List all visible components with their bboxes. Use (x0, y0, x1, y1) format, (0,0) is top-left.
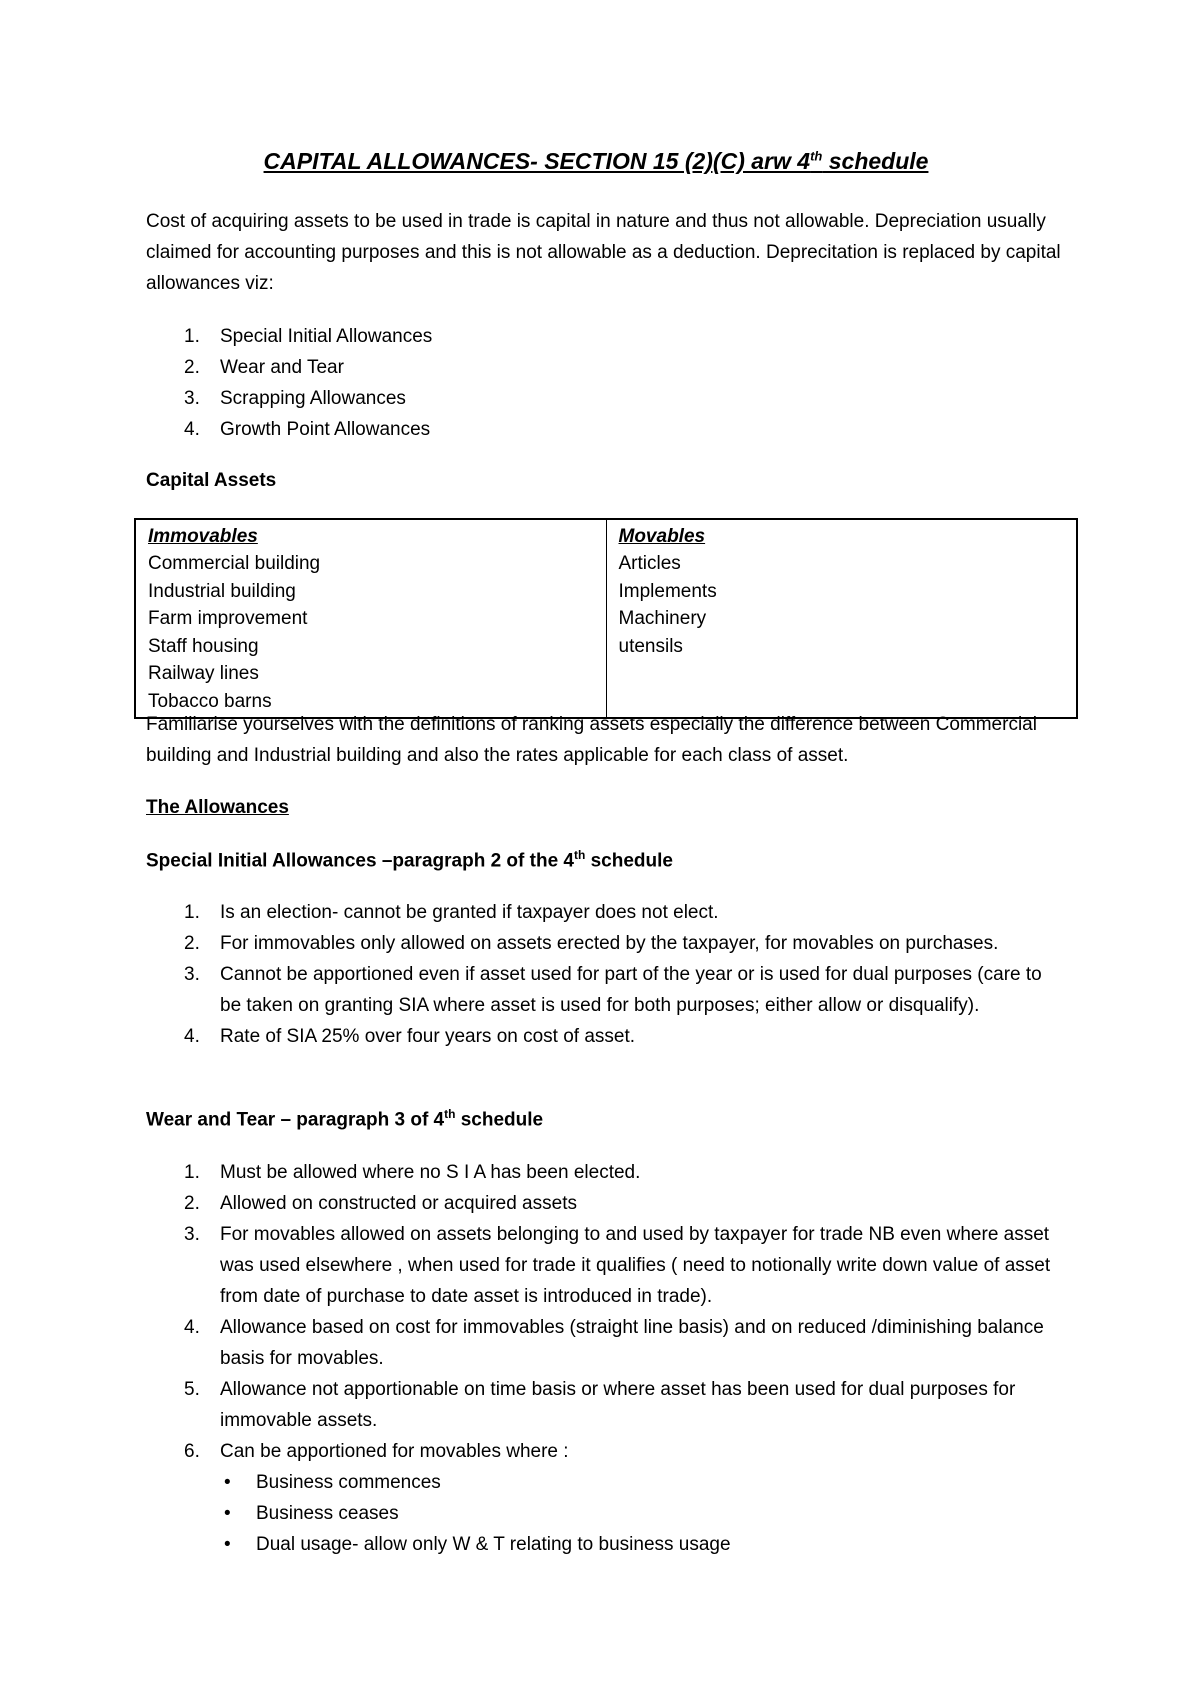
list-item: 3. For movables allowed on assets belonging to and used by taxpayer for trade NB even where asset was used elsewhere , when used for trade it qualifies ( need to notionally write down value of asset from date of purchase to date asset is introduced in trade). (184, 1224, 1051, 1307)
document-title (146, 148, 1046, 175)
bullet-icon: • (224, 1503, 231, 1524)
bullet-item: • Dual usage- allow only W & T relating to business usage (146, 1529, 731, 1560)
table-cell: Industrial building (148, 580, 296, 602)
allowance-types-list (146, 321, 1066, 445)
list-item: 2. For immovables only allowed on assets erected by the taxpayer, for movables on purchases. (184, 933, 999, 954)
movables-column (606, 519, 1077, 718)
table-cell: Commercial building (148, 553, 321, 574)
sia-list (146, 897, 1066, 1052)
list-item: 4. Growth Point Allowances (184, 419, 431, 440)
list-item: 4. Allowance based on cost for immovables (straight line basis) and on reduced /diminishing balance basis for movables. (184, 1317, 1044, 1369)
title-superscript: th (810, 148, 823, 164)
list-item: 2. Wear and Tear (184, 357, 344, 378)
immovables-column (135, 519, 606, 718)
allowances-heading: The Allowances (146, 797, 289, 818)
bullet-item: • Business ceases (146, 1498, 731, 1529)
bullet-item: • Business commences (146, 1467, 731, 1498)
table-cell: Machinery (618, 608, 707, 629)
table-cell: utensils (618, 635, 683, 657)
immovables-header: Immovables (148, 526, 258, 547)
intro-paragraph: Cost of acquiring assets to be used in trade is capital in nature and thus not allowable. Depreciation usually claimed for accounting purposes and this is not allowable as a deduction. Deprecitation is replaced by capital allowances viz: (146, 211, 1061, 294)
title-text-end: schedule (822, 148, 929, 174)
wt-list (146, 1157, 1066, 1467)
table-cell: Farm improvement (148, 608, 308, 629)
list-item: 1. Must be allowed where no S I A has been elected. (184, 1162, 641, 1183)
list-item: 6. Can be apportioned for movables where : (184, 1441, 569, 1462)
table-cell: Tobacco barns (148, 690, 272, 712)
bullet-icon: • (224, 1472, 231, 1493)
wt-heading: Wear and Tear – paragraph 3 of 4th schedule (146, 1107, 544, 1131)
list-item: 3. Scrapping Allowances (184, 388, 406, 409)
table-cell: Staff housing (148, 635, 259, 657)
list-item: 5. Allowance not apportionable on time basis or where asset has been used for dual purposes for immovable assets. (184, 1379, 1016, 1431)
list-item: 1. Is an election- cannot be granted if taxpayer does not elect. (184, 902, 719, 923)
movables-header: Movables (618, 526, 706, 547)
list-item: 1. Special Initial Allowances (184, 326, 433, 347)
table-cell: Railway lines (148, 663, 259, 684)
list-item: 4. Rate of SIA 25% over four years on cost of asset. (184, 1026, 636, 1047)
list-item: 3. Cannot be apportioned even if asset used for part of the year or is used for dual purposes (care to be taken on granting SIA where asset is used for both purposes; either allow or disqualify). (184, 964, 1042, 1016)
title-text: CAPITAL ALLOWANCES- SECTION 15 (2)(C) arw 4 (263, 148, 811, 174)
wt-bullets (146, 1467, 731, 1560)
capital-assets-heading: Capital Assets (146, 470, 277, 491)
familiarise-paragraph: Familiarise yourselves with the definitions of ranking assets especially the difference between Commercial building and Industrial building and also the rates applicable for each class of asset. (146, 714, 1037, 766)
bullet-icon: • (224, 1534, 231, 1555)
table-cell: Articles (618, 553, 681, 574)
sia-heading: Special Initial Allowances –paragraph 2 of the 4th schedule (146, 848, 673, 872)
table-cell: Implements (618, 580, 717, 602)
capital-assets-table (134, 518, 1078, 719)
list-item: 2. Allowed on constructed or acquired assets (184, 1193, 577, 1214)
